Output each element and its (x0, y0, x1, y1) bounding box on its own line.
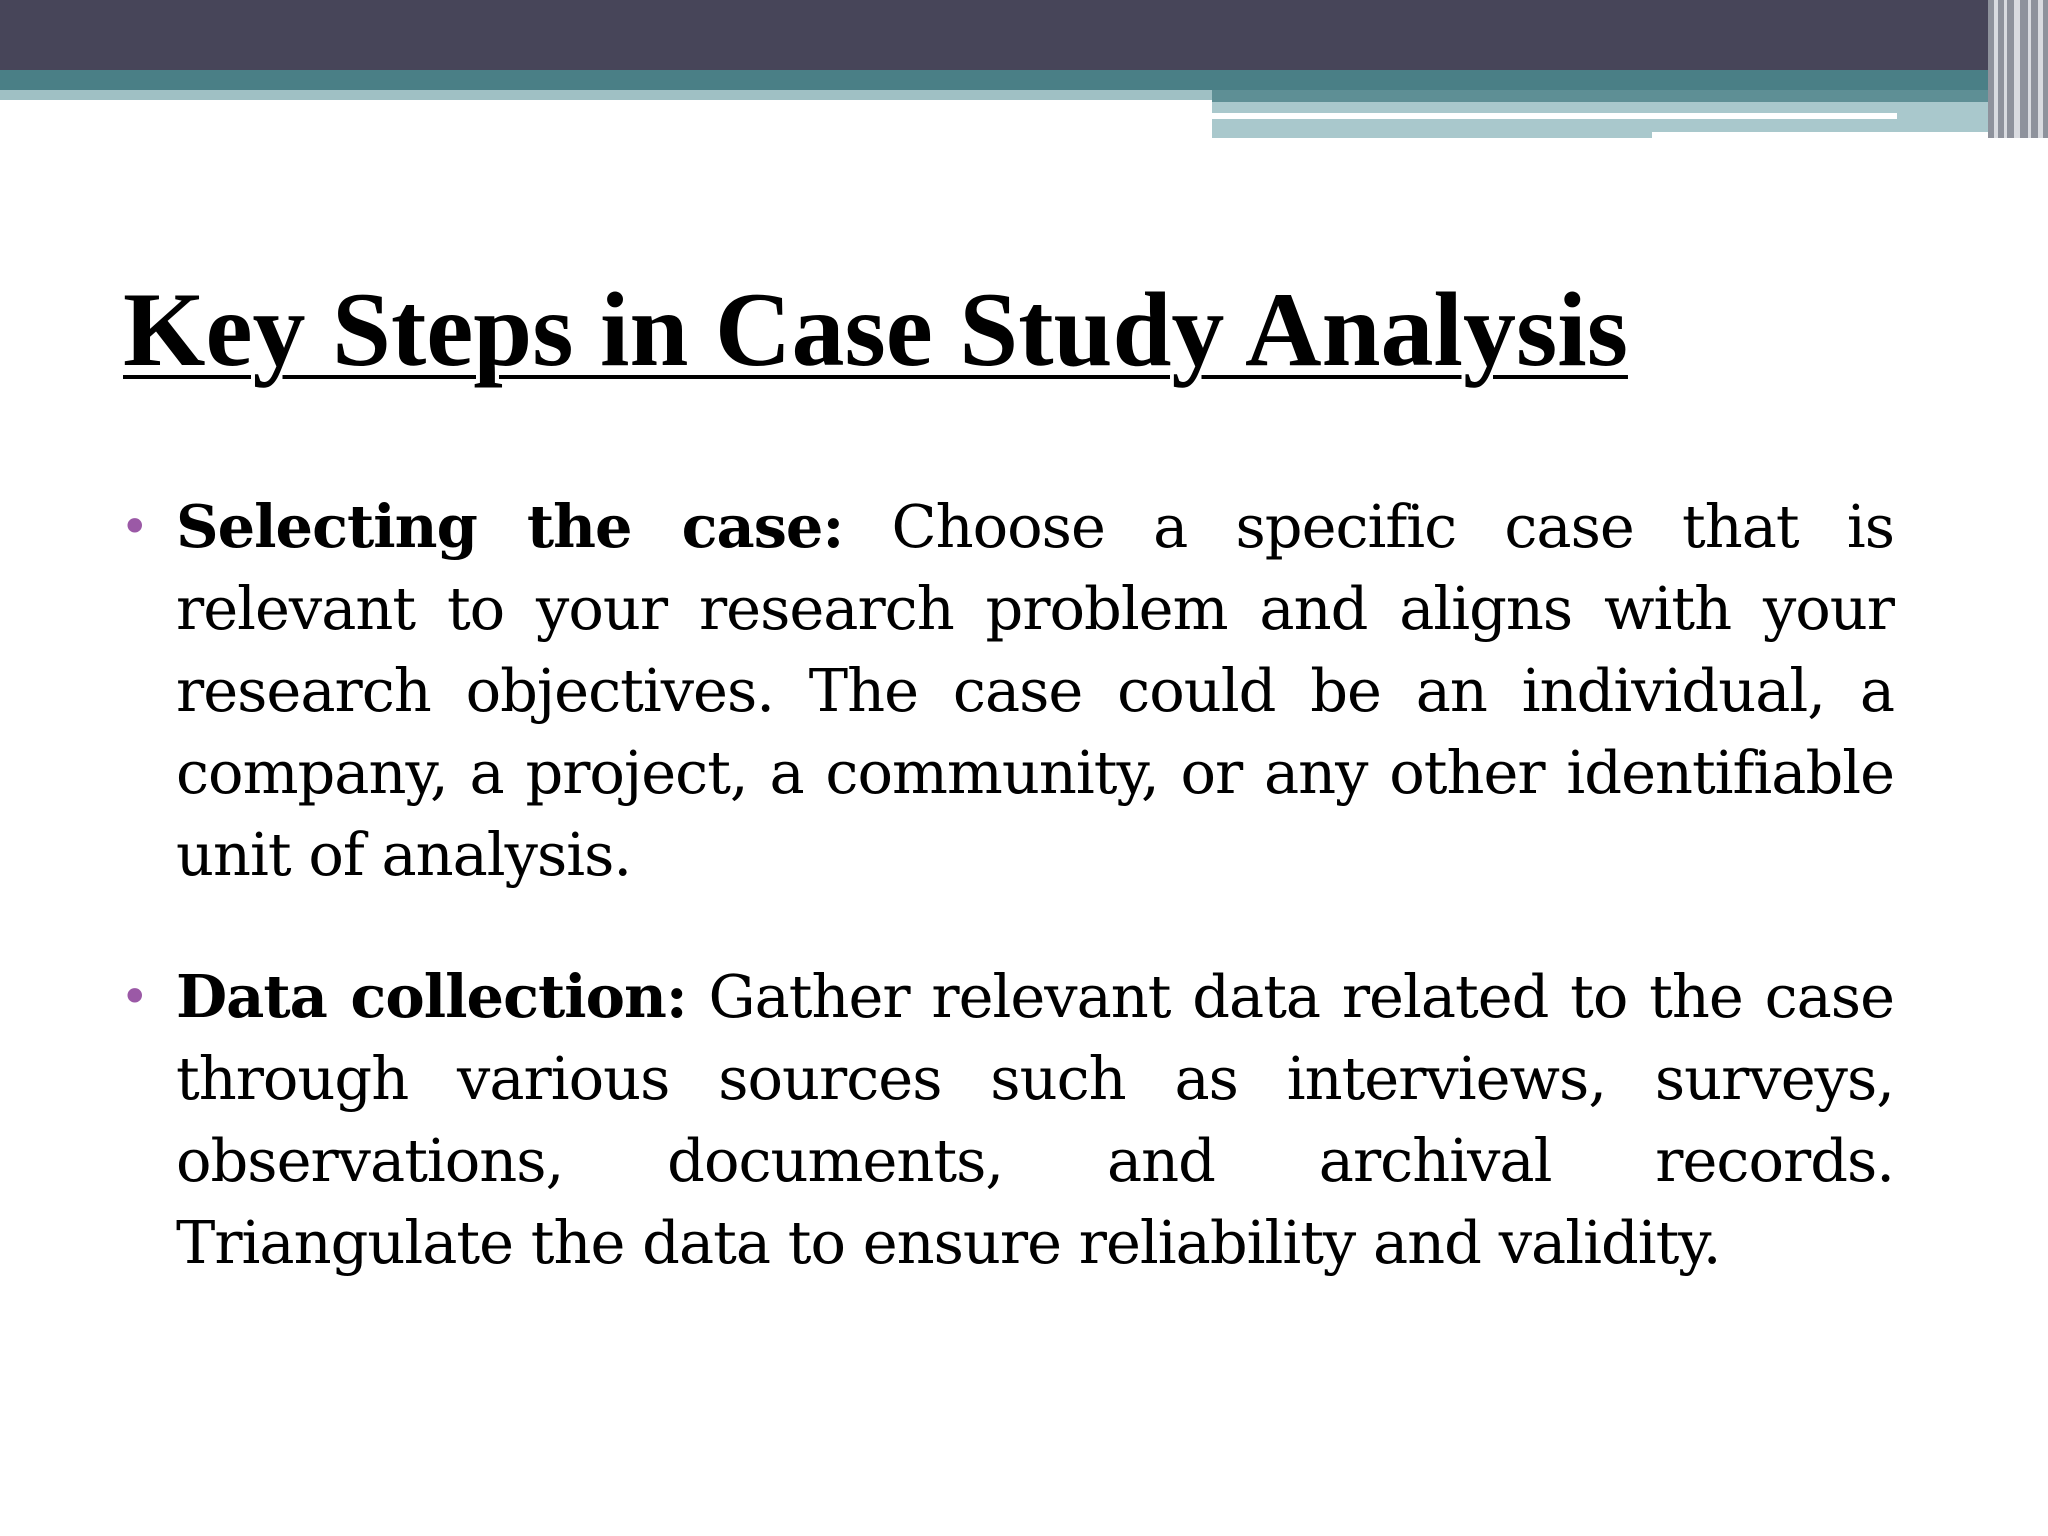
bullet-list (120, 486, 1895, 1344)
bullet-text: Choose a specific case that is relevant to your research problem and aligns with your research objectives. The case could be an individual, a company, a project, a community, or any other identifiable unit of analysis. (176, 492, 1895, 889)
header-band-step (1212, 90, 2048, 102)
header-band-dark (0, 0, 2048, 70)
bullet-item-selecting-the-case (120, 486, 1895, 896)
bullet-icon: • (120, 498, 149, 556)
header-divider-line (1212, 113, 1897, 119)
bullet-text: Gather relevant data related to the case through various sources such as interviews, surveys, observations, documents, and archival records. Triangulate the data to ensure reliability and validity. (176, 962, 1894, 1277)
bullet-item-data-collection (120, 956, 1894, 1284)
header-stripe (2004, 0, 2007, 138)
bullet-term: Selecting the case: (176, 492, 844, 561)
header-stripe-block (1988, 0, 2048, 138)
header-stripe (2038, 0, 2043, 138)
header-band-light-left (0, 90, 1212, 100)
slide-title: Key Steps in Case Study Analysis (123, 271, 1628, 388)
bullet-term: Data collection: (176, 962, 687, 1031)
header-stripe (2014, 0, 2020, 138)
header-stripe (2028, 0, 2031, 138)
bullet-icon: • (120, 968, 149, 1026)
header-stripe (1994, 0, 1998, 138)
header-band-teal (0, 70, 2048, 90)
